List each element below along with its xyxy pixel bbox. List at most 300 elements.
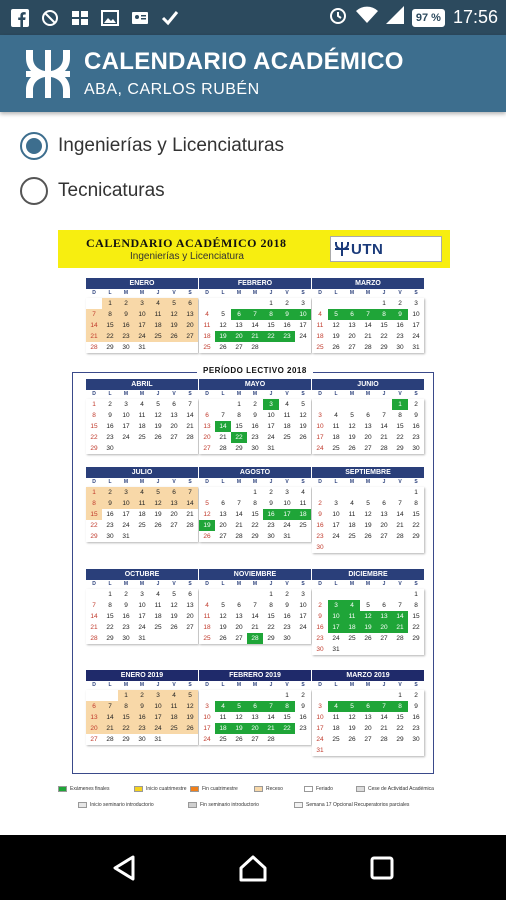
- day-cell: 26: [348, 445, 356, 452]
- day-grid: [312, 399, 424, 454]
- day-cell: 20: [247, 723, 263, 734]
- day-cell: 8: [263, 309, 279, 320]
- day-cell: 28: [396, 635, 404, 642]
- day-cell: 15: [267, 322, 275, 329]
- day-cell: 29: [90, 533, 98, 540]
- home-icon: [238, 854, 268, 882]
- legend-swatch: [58, 786, 67, 792]
- day-cell: 8: [392, 701, 408, 712]
- day-cell: 13: [235, 322, 243, 329]
- day-cell: 4: [156, 591, 160, 598]
- day-cell: 23: [316, 635, 324, 642]
- day-cell: 13: [170, 412, 178, 419]
- day-cell: 7: [398, 500, 402, 507]
- day-cell: 25: [150, 331, 166, 342]
- day-cell: 5: [205, 500, 209, 507]
- day-cell: 29: [90, 445, 98, 452]
- day-cell: 10: [118, 498, 134, 509]
- day-cell: 4: [318, 311, 322, 318]
- day-cell: 6: [166, 487, 182, 498]
- day-cell: 27: [203, 445, 211, 452]
- legend-swatch: [78, 802, 87, 808]
- day-cell: 20: [364, 725, 372, 732]
- weekday-label: S: [188, 581, 192, 587]
- day-cell: 13: [251, 714, 259, 721]
- weekday-row: [312, 390, 424, 399]
- facebook-icon: [10, 8, 30, 28]
- weekday-label: D: [205, 290, 209, 296]
- weekday-label: S: [301, 391, 305, 397]
- weekday-label: M: [236, 391, 242, 397]
- weekday-label: V: [285, 391, 289, 397]
- weekday-row: [199, 390, 311, 399]
- weekday-label: M: [236, 479, 242, 485]
- day-grid: [86, 298, 198, 353]
- day-cell: 19: [360, 622, 376, 633]
- day-cell: 4: [205, 311, 209, 318]
- day-cell: 1: [118, 690, 134, 701]
- weekday-label: J: [269, 581, 273, 587]
- day-cell: 19: [182, 712, 198, 723]
- day-cell: 22: [412, 522, 420, 529]
- day-cell: 7: [102, 701, 118, 712]
- back-button[interactable]: [104, 848, 144, 888]
- legend-label: Receso: [266, 786, 283, 792]
- weekday-label: M: [349, 682, 355, 688]
- day-cell: 25: [219, 736, 227, 743]
- weekday-label: D: [318, 290, 322, 296]
- home-button[interactable]: [233, 848, 273, 888]
- weekday-label: V: [285, 479, 289, 485]
- day-cell: 12: [332, 322, 340, 329]
- legend-item: [190, 786, 238, 792]
- day-cell: 24: [299, 333, 307, 340]
- day-cell: 22: [380, 333, 388, 340]
- day-cell: 9: [414, 412, 418, 419]
- day-cell: 4: [166, 690, 182, 701]
- day-cell: 12: [360, 611, 376, 622]
- day-cell: 14: [186, 412, 194, 419]
- day-cell: 8: [269, 602, 273, 609]
- day-cell: 6: [382, 500, 386, 507]
- day-grid: [86, 690, 198, 745]
- day-cell: 5: [221, 602, 225, 609]
- day-cell: 26: [170, 624, 178, 631]
- day-cell: 22: [279, 723, 295, 734]
- day-cell: 17: [203, 725, 211, 732]
- day-cell: 7: [247, 309, 263, 320]
- alarm-icon: [328, 5, 348, 30]
- day-cell: 8: [414, 602, 418, 609]
- day-cell: 26: [235, 736, 243, 743]
- day-cell: 16: [396, 322, 404, 329]
- day-cell: 6: [172, 401, 176, 408]
- radio-button-selected[interactable]: [20, 132, 48, 160]
- day-cell: 14: [215, 421, 231, 432]
- month-5: [199, 379, 311, 454]
- day-cell: 5: [301, 401, 305, 408]
- day-cell: 2: [253, 401, 257, 408]
- day-cell: 3: [124, 401, 128, 408]
- weekday-label: L: [221, 290, 225, 296]
- day-grid: [312, 487, 424, 553]
- day-cell: 13: [348, 322, 356, 329]
- legend-item: [356, 786, 434, 792]
- day-cell: 5: [344, 701, 360, 712]
- day-cell: 29: [122, 736, 130, 743]
- day-cell: 15: [118, 712, 134, 723]
- calendar-legend: [58, 782, 450, 818]
- day-cell: 23: [106, 434, 114, 441]
- day-cell: 24: [150, 723, 166, 734]
- legend-item: [188, 802, 259, 808]
- day-cell: 17: [150, 712, 166, 723]
- weekday-label: M: [139, 479, 145, 485]
- day-cell: 30: [396, 344, 404, 351]
- option-label: Ingenierías y Licenciaturas: [58, 135, 285, 156]
- day-cell: 21: [364, 333, 372, 340]
- day-cell: 21: [380, 434, 388, 441]
- day-cell: 4: [215, 701, 231, 712]
- day-cell: 26: [219, 344, 227, 351]
- month-15: [312, 670, 424, 756]
- day-cell: 20: [380, 522, 388, 529]
- day-cell: 20: [182, 320, 198, 331]
- legend-label: Cese de Actividad Académica: [368, 786, 434, 792]
- day-cell: 13: [166, 498, 182, 509]
- weekday-label: M: [139, 391, 145, 397]
- weekday-label: D: [205, 682, 209, 688]
- weekday-label: L: [221, 479, 225, 485]
- day-cell: 3: [205, 703, 209, 710]
- month-title: OCTUBRE: [86, 569, 198, 580]
- day-cell: 26: [364, 635, 372, 642]
- day-cell: 16: [412, 714, 420, 721]
- day-cell: 1: [414, 489, 418, 496]
- day-cell: 24: [316, 736, 324, 743]
- weekday-label: M: [139, 682, 145, 688]
- day-cell: 27: [364, 445, 372, 452]
- day-grid: [312, 298, 424, 353]
- day-cell: 23: [279, 331, 295, 342]
- day-cell: 16: [316, 522, 324, 529]
- weekday-label: V: [172, 581, 176, 587]
- day-cell: 29: [380, 344, 388, 351]
- weekday-label: M: [349, 581, 355, 587]
- day-cell: 21: [263, 723, 279, 734]
- weekday-label: D: [205, 391, 209, 397]
- day-cell: 13: [182, 309, 198, 320]
- weekday-row: [312, 681, 424, 690]
- day-grid: [86, 589, 198, 644]
- day-cell: 6: [360, 701, 376, 712]
- day-cell: 28: [396, 533, 404, 540]
- day-cell: 30: [412, 736, 420, 743]
- day-cell: 23: [316, 533, 324, 540]
- legend-item: [294, 802, 409, 808]
- day-cell: 31: [316, 747, 324, 754]
- day-cell: 26: [219, 635, 227, 642]
- day-cell: 2: [414, 692, 418, 699]
- day-cell: 25: [154, 624, 162, 631]
- day-cell: 10: [328, 611, 344, 622]
- day-cell: 1: [253, 489, 257, 496]
- day-cell: 11: [154, 602, 162, 609]
- option-ingenierias[interactable]: [20, 132, 284, 160]
- day-cell: 17: [122, 511, 130, 518]
- app-title: CALENDARIO ACADÉMICO: [84, 48, 404, 75]
- weekday-label: S: [414, 479, 418, 485]
- recents-button[interactable]: [362, 848, 402, 888]
- day-cell: 28: [251, 344, 259, 351]
- day-cell: 12: [154, 412, 162, 419]
- day-cell: 22: [263, 331, 279, 342]
- day-cell: 30: [412, 445, 420, 452]
- day-cell: 28: [380, 736, 388, 743]
- weekday-label: D: [92, 581, 96, 587]
- day-cell: 2: [414, 401, 418, 408]
- month-title: SEPTIEMBRE: [312, 467, 424, 478]
- day-cell: 7: [92, 602, 96, 609]
- day-cell: 26: [299, 434, 307, 441]
- day-cell: 25: [283, 434, 291, 441]
- weekday-label: S: [414, 391, 418, 397]
- day-cell: 29: [267, 635, 275, 642]
- day-cell: 16: [283, 322, 291, 329]
- day-cell: 23: [251, 434, 259, 441]
- month-title: ENERO: [86, 278, 198, 289]
- day-cell: 2: [398, 300, 402, 307]
- day-cell: 22: [118, 723, 134, 734]
- day-cell: 27: [182, 331, 198, 342]
- day-cell: 14: [90, 613, 98, 620]
- weekday-label: L: [108, 290, 112, 296]
- weekday-label: L: [221, 391, 225, 397]
- day-cell: 24: [283, 522, 291, 529]
- day-cell: 3: [134, 298, 150, 309]
- day-cell: 26: [332, 344, 340, 351]
- day-cell: 31: [412, 344, 420, 351]
- day-cell: 18: [154, 613, 162, 620]
- day-cell: 15: [106, 613, 114, 620]
- day-cell: 14: [267, 714, 275, 721]
- day-cell: 20: [219, 522, 227, 529]
- day-cell: 22: [267, 624, 275, 631]
- day-cell: 7: [188, 401, 192, 408]
- month-6: [312, 379, 424, 454]
- month-title: JUNIO: [312, 379, 424, 390]
- day-cell: 16: [118, 320, 134, 331]
- day-cell: 8: [279, 701, 295, 712]
- day-cell: 27: [380, 533, 388, 540]
- day-cell: 19: [219, 624, 227, 631]
- day-cell: 15: [86, 509, 102, 520]
- day-cell: 22: [102, 331, 118, 342]
- weekday-label: L: [221, 682, 225, 688]
- day-cell: 8: [86, 498, 102, 509]
- weekday-label: M: [123, 682, 129, 688]
- day-cell: 28: [186, 434, 194, 441]
- day-cell: 23: [267, 522, 275, 529]
- day-cell: 22: [412, 624, 420, 631]
- weekday-label: D: [92, 290, 96, 296]
- day-cell: 16: [251, 423, 259, 430]
- day-cell: 21: [219, 434, 227, 441]
- day-cell: 31: [138, 635, 146, 642]
- day-cell: 7: [221, 412, 225, 419]
- day-cell: 11: [332, 423, 340, 430]
- day-cell: 30: [251, 445, 259, 452]
- legend-label: Inicio cuatrimestre: [146, 786, 187, 792]
- day-cell: 31: [122, 533, 130, 540]
- day-cell: 30: [106, 445, 114, 452]
- day-cell: 12: [364, 511, 372, 518]
- legend-swatch: [304, 786, 313, 792]
- weekday-label: M: [236, 290, 242, 296]
- day-cell: 10: [295, 309, 311, 320]
- day-cell: 25: [138, 434, 146, 441]
- day-cell: 14: [380, 714, 388, 721]
- battery-icon: 97 %: [412, 9, 445, 27]
- day-cell: 2: [285, 591, 289, 598]
- weekday-label: D: [92, 682, 96, 688]
- day-cell: 19: [348, 725, 356, 732]
- period-label: PERÍODO LECTIVO 2018: [197, 366, 313, 375]
- weekday-label: L: [334, 581, 338, 587]
- weekday-label: V: [172, 290, 176, 296]
- radio-button-unselected[interactable]: [20, 177, 48, 205]
- day-grid: [199, 589, 311, 644]
- day-cell: 15: [380, 322, 388, 329]
- legend-swatch: [188, 802, 197, 808]
- legend-item: [254, 786, 283, 792]
- day-cell: 1: [269, 300, 273, 307]
- option-tecnicaturas[interactable]: [20, 177, 165, 205]
- day-cell: 3: [285, 489, 289, 496]
- day-cell: 23: [396, 333, 404, 340]
- day-cell: 23: [134, 723, 150, 734]
- day-cell: 11: [166, 701, 182, 712]
- legend-label: Fin seminario introductorio: [200, 802, 259, 808]
- day-cell: 14: [392, 611, 408, 622]
- day-cell: 25: [332, 736, 340, 743]
- day-cell: 18: [203, 333, 211, 340]
- utn-logo-text: UTN: [351, 240, 384, 258]
- day-cell: 11: [203, 613, 211, 620]
- utn-logo: [330, 236, 442, 262]
- legend-item: [58, 786, 109, 792]
- day-cell: 26: [154, 434, 162, 441]
- day-cell: 30: [283, 635, 291, 642]
- day-cell: 27: [235, 635, 243, 642]
- day-grid: [199, 399, 311, 454]
- day-cell: 2: [118, 298, 134, 309]
- day-cell: 23: [122, 624, 130, 631]
- day-cell: 16: [412, 423, 420, 430]
- day-cell: 18: [348, 522, 356, 529]
- weekday-label: L: [108, 391, 112, 397]
- day-grid: [199, 690, 311, 745]
- day-cell: 24: [134, 331, 150, 342]
- weekday-label: M: [252, 391, 258, 397]
- day-cell: 2: [108, 401, 112, 408]
- recents-icon: [369, 855, 395, 881]
- weekday-label: J: [269, 479, 273, 485]
- day-cell: 24: [203, 736, 211, 743]
- weekday-label: V: [172, 682, 176, 688]
- day-cell: 28: [364, 344, 372, 351]
- day-cell: 15: [283, 714, 291, 721]
- weekday-label: J: [269, 290, 273, 296]
- legend-item: [78, 802, 154, 808]
- day-cell: 9: [124, 602, 128, 609]
- day-cell: 16: [316, 624, 324, 631]
- day-cell: 21: [247, 331, 263, 342]
- weekday-label: J: [382, 682, 386, 688]
- day-cell: 26: [182, 723, 198, 734]
- day-cell: 13: [364, 423, 372, 430]
- weekday-label: M: [365, 682, 371, 688]
- weekday-label: L: [108, 581, 112, 587]
- legend-label: Semana 17 Opcional Recuperatorios parciales: [306, 802, 410, 808]
- day-cell: 10: [332, 511, 340, 518]
- day-cell: 13: [186, 602, 194, 609]
- day-cell: 5: [366, 500, 370, 507]
- day-cell: 21: [186, 423, 194, 430]
- day-cell: 12: [348, 423, 356, 430]
- day-cell: 26: [364, 533, 372, 540]
- day-cell: 3: [150, 690, 166, 701]
- day-cell: 21: [86, 331, 102, 342]
- legend-swatch: [134, 786, 143, 792]
- weekday-label: V: [398, 682, 402, 688]
- day-cell: 24: [299, 624, 307, 631]
- weekday-label: L: [221, 581, 225, 587]
- day-cell: 26: [166, 331, 182, 342]
- day-cell: 1: [108, 591, 112, 598]
- day-cell: 10: [122, 412, 130, 419]
- month-8: [199, 467, 311, 542]
- day-cell: 3: [263, 399, 279, 410]
- weekday-label: M: [123, 290, 129, 296]
- weekday-label: D: [318, 479, 322, 485]
- weekday-label: D: [205, 479, 209, 485]
- day-cell: 28: [90, 344, 98, 351]
- legend-swatch: [294, 802, 303, 808]
- day-cell: 8: [237, 412, 241, 419]
- weekday-label: V: [172, 391, 176, 397]
- weekday-label: V: [398, 391, 402, 397]
- day-cell: 13: [86, 712, 102, 723]
- day-cell: 10: [203, 714, 211, 721]
- day-cell: 16: [283, 613, 291, 620]
- signal-icon: [386, 6, 404, 29]
- day-cell: 8: [92, 412, 96, 419]
- day-cell: 7: [360, 309, 376, 320]
- day-cell: 30: [138, 736, 146, 743]
- weekday-row: [199, 478, 311, 487]
- day-cell: 29: [251, 533, 259, 540]
- day-cell: 20: [235, 624, 243, 631]
- weekday-row: [199, 580, 311, 589]
- day-cell: 29: [106, 344, 114, 351]
- legend-label: Feriado: [316, 786, 333, 792]
- day-cell: 24: [332, 635, 340, 642]
- day-cell: 22: [90, 522, 98, 529]
- day-cell: 1: [398, 692, 402, 699]
- weekday-label: V: [285, 290, 289, 296]
- day-cell: 12: [219, 613, 227, 620]
